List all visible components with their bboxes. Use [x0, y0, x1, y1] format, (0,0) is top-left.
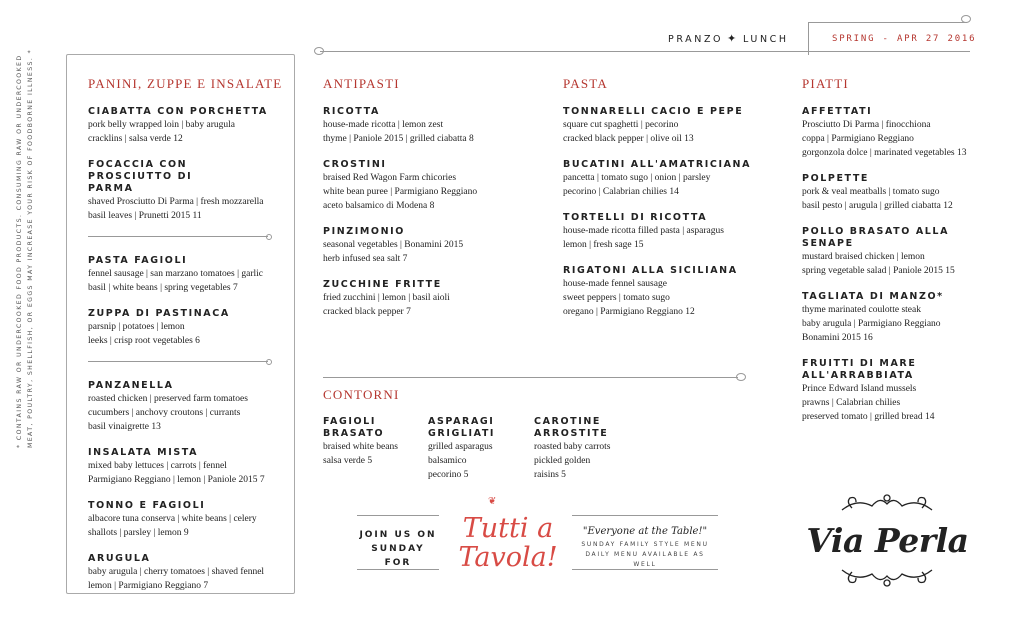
- item-desc: cracklins | salsa verde 12: [88, 134, 183, 144]
- promo-sub: DAILY MENU AVAILABLE AS WELL: [585, 551, 705, 568]
- join-us-text: [357, 528, 439, 570]
- item-desc: cracked black pepper 7: [323, 307, 411, 317]
- item-name: ZUCCHINE FRITTE: [323, 279, 442, 290]
- divider: [357, 515, 439, 516]
- join-line: JOIN US ON: [359, 530, 437, 540]
- season-rule: [808, 22, 964, 23]
- item-desc: sweet peppers | tomato sugo: [563, 293, 670, 303]
- item-desc: coppa | Parmigiano Reggiano: [802, 134, 914, 144]
- item-name: PASTA FAGIOLI: [88, 255, 188, 266]
- nav-pranzo: PRANZO: [668, 34, 724, 45]
- item-desc: lemon | fresh sage 15: [563, 240, 644, 250]
- menu-item: [323, 159, 548, 213]
- section-title-piatti: PIATTI: [802, 76, 849, 91]
- item-desc: lemon | Parmigiano Reggiano 7: [88, 581, 209, 591]
- contorni-rule: [323, 377, 738, 378]
- menu-item: [88, 447, 293, 487]
- item-desc: mustard braised chicken | lemon: [802, 252, 925, 262]
- menu-item: [563, 159, 788, 199]
- item-desc: parsnip | potatoes | lemon: [88, 322, 185, 332]
- item-desc: cucumbers | anchovy croutons | currants: [88, 408, 241, 418]
- season-date: SPRING - APR 27 2016: [832, 34, 977, 44]
- item-name: TORTELLI DI RICOTTA: [563, 212, 708, 223]
- via-perla-logo: Via Perla: [806, 521, 969, 560]
- menu-item: [563, 106, 788, 146]
- item-desc: pecorino 5: [428, 470, 469, 480]
- menu-item: [323, 106, 548, 146]
- item-name: FRUITTI DI MARE ALL'ARRABBIATA: [802, 358, 917, 381]
- item-name: RIGATONI ALLA SICILIANA: [563, 265, 738, 276]
- item-desc: Parmigiano Reggiano | lemon | Paniole 2015 7: [88, 475, 265, 485]
- item-desc: spring vegetable salad | Paniole 2015 15: [802, 266, 955, 276]
- item-desc: roasted chicken | preserved farm tomatoes: [88, 394, 248, 404]
- item-desc: albacore tuna conserva | white beans | celery: [88, 514, 257, 524]
- item-desc: square cut spaghetti | pecorino: [563, 120, 679, 130]
- item-desc: Prince Edward Island mussels: [802, 384, 917, 394]
- item-desc: Prosciutto Di Parma | finocchiona: [802, 120, 931, 130]
- menu-item: [428, 416, 528, 482]
- item-desc: roasted baby carrots: [534, 442, 611, 452]
- ornament-icon: [736, 373, 746, 381]
- foodborne-illness-note: * CONTAINS RAW OR UNDERCOOKED FOOD PRODUCTS. CONSUMING RAW OR UNDERCOOKED MEAT, POULTRY, SHELLFISH, OR EGGS MAY INCREASE YOUR RISK OF FOODBORNE ILLNESS. *: [16, 48, 34, 448]
- item-desc: aceto balsamico di Modena 8: [323, 201, 435, 211]
- item-desc: gorgonzola dolce | marinated vegetables 13: [802, 148, 967, 158]
- item-desc: house-made ricotta | lemon zest: [323, 120, 444, 130]
- item-desc: salsa verde 5: [323, 456, 373, 466]
- promo-sub: SUNDAY FAMILY STYLE MENU: [581, 541, 709, 548]
- menu-item: [88, 500, 293, 540]
- item-desc: thyme | Paniole 2015 | grilled ciabatta 8: [323, 134, 474, 144]
- menu-item: [802, 106, 1002, 160]
- item-desc: basil pesto | arugula | grilled ciabatta 12: [802, 201, 953, 211]
- item-name: CROSTINI: [323, 159, 387, 170]
- item-desc: fried zucchini | lemon | basil aioli: [323, 293, 450, 303]
- item-desc: house-made fennel sausage: [563, 279, 667, 289]
- menu-item: [563, 212, 788, 252]
- item-name: TAGLIATA DI MANZO*: [802, 291, 944, 302]
- menu-item: [323, 279, 548, 319]
- section-title-contorni: CONTORNI: [323, 387, 400, 402]
- item-name: PINZIMONIO: [323, 226, 405, 237]
- item-desc: house-made ricotta filled pasta | asparagus: [563, 226, 724, 236]
- item-desc: baby arugula | cherry tomatoes | shaved fennel: [88, 567, 265, 577]
- menu-item: [323, 226, 548, 266]
- divider: [88, 236, 268, 237]
- item-desc: pancetta | tomato sugo | onion | parsley: [563, 173, 711, 183]
- tutti-a-tavola: [448, 514, 568, 572]
- item-name: FAGIOLI BRASATO: [323, 416, 385, 439]
- item-desc: pickled golden: [534, 456, 591, 466]
- item-name: CIABATTA CON PORCHETTA: [88, 106, 268, 117]
- item-desc: raisins 5: [534, 470, 566, 480]
- menu-item: [534, 416, 644, 482]
- menu-item: [88, 159, 293, 223]
- menu-item: [88, 106, 293, 146]
- menu-item: [563, 265, 788, 319]
- item-name: CAROTINE ARROSTITE: [534, 416, 609, 439]
- menu-item: [88, 255, 293, 295]
- item-desc: cracked black pepper | olive oil 13: [563, 134, 694, 144]
- item-desc: grilled asparagus: [428, 442, 493, 452]
- item-name: PANZANELLA: [88, 380, 174, 391]
- item-name: POLPETTE: [802, 173, 870, 184]
- item-desc: Bonamini 2015 16: [802, 333, 873, 343]
- item-desc: braised white beans: [323, 442, 398, 452]
- ornament-icon: [314, 47, 324, 55]
- item-desc: baby arugula | Parmigiano Reggiano: [802, 319, 941, 329]
- item-desc: mixed baby lettuces | carrots | fennel: [88, 461, 227, 471]
- item-desc: balsamico: [428, 456, 467, 466]
- antipasti-column: [323, 76, 548, 332]
- item-name: ZUPPA DI PASTINACA: [88, 308, 230, 319]
- piatti-column: [802, 76, 1002, 437]
- pasta-column: [563, 76, 788, 332]
- item-name: TONNO E FAGIOLI: [88, 500, 206, 511]
- menu-item: [88, 553, 293, 593]
- item-name: AFFETTATI: [802, 106, 873, 117]
- nav-lunch: LUNCH: [743, 34, 789, 45]
- top-rule: [320, 51, 970, 52]
- section-title-pasta: PASTA: [563, 76, 608, 91]
- section-title-panini: PANINI, ZUPPE E INSALATE: [88, 76, 283, 91]
- menu-item: [323, 416, 423, 468]
- item-name: FOCACCIA CON PROSCIUTTO DI PARMA: [88, 159, 193, 194]
- item-desc: shaved Prosciutto Di Parma | fresh mozzarella: [88, 197, 264, 207]
- item-name: POLLO BRASATO ALLA SENAPE: [802, 226, 950, 249]
- fleur-icon: ✦: [727, 32, 737, 45]
- promo-quote-block: [572, 526, 718, 570]
- join-line: SUNDAY FOR: [371, 544, 425, 568]
- menu-item: [802, 173, 1002, 213]
- item-desc: prawns | Calabrian chilies: [802, 398, 901, 408]
- tutti-line: Tutti a: [462, 513, 554, 544]
- item-desc: oregano | Parmigiano Reggiano 12: [563, 307, 695, 317]
- item-desc: leeks | crisp root vegetables 6: [88, 336, 200, 346]
- item-desc: herb infused sea salt 7: [323, 254, 408, 264]
- promo-quote: "Everyone at the Table!": [582, 526, 708, 537]
- item-desc: pork belly wrapped loin | baby arugula: [88, 120, 235, 130]
- menu-item: [802, 291, 1002, 345]
- menu-item: [802, 226, 1002, 278]
- tutti-line: Tavola!: [458, 542, 558, 573]
- divider: [88, 361, 268, 362]
- item-desc: fennel sausage | san marzano tomatoes | garlic: [88, 269, 263, 279]
- section-title-antipasti: ANTIPASTI: [323, 76, 400, 91]
- menu-item: [88, 380, 293, 434]
- item-name: BUCATINI ALL'AMATRICIANA: [563, 159, 752, 170]
- item-desc: seasonal vegetables | Bonamini 2015: [323, 240, 464, 250]
- item-desc: basil | white beans | spring vegetables 7: [88, 283, 238, 293]
- divider: [572, 515, 718, 516]
- item-desc: basil vinaigrette 13: [88, 422, 161, 432]
- item-name: TONNARELLI CACIO E PEPE: [563, 106, 744, 117]
- item-name: ARUGULA: [88, 553, 151, 564]
- item-desc: pork & veal meatballs | tomato sugo: [802, 187, 940, 197]
- panini-column: [88, 76, 293, 606]
- item-desc: basil leaves | Prunetti 2015 11: [88, 211, 202, 221]
- item-name: INSALATA MISTA: [88, 447, 199, 458]
- menu-item: [88, 308, 293, 348]
- item-desc: preserved tomato | grilled bread 14: [802, 412, 935, 422]
- item-desc: thyme marinated coulotte steak: [802, 305, 921, 315]
- item-name: ASPARAGI GRIGLIATI: [428, 416, 496, 439]
- item-desc: braised Red Wagon Farm chicories: [323, 173, 457, 183]
- flourish-icon: ❦: [488, 496, 497, 507]
- menu-item: [802, 358, 1002, 424]
- item-desc: pecorino | Calabrian chilies 14: [563, 187, 679, 197]
- item-name: RICOTTA: [323, 106, 380, 117]
- item-desc: shallots | parsley | lemon 9: [88, 528, 189, 538]
- item-desc: white bean puree | Parmigiano Reggiano: [323, 187, 478, 197]
